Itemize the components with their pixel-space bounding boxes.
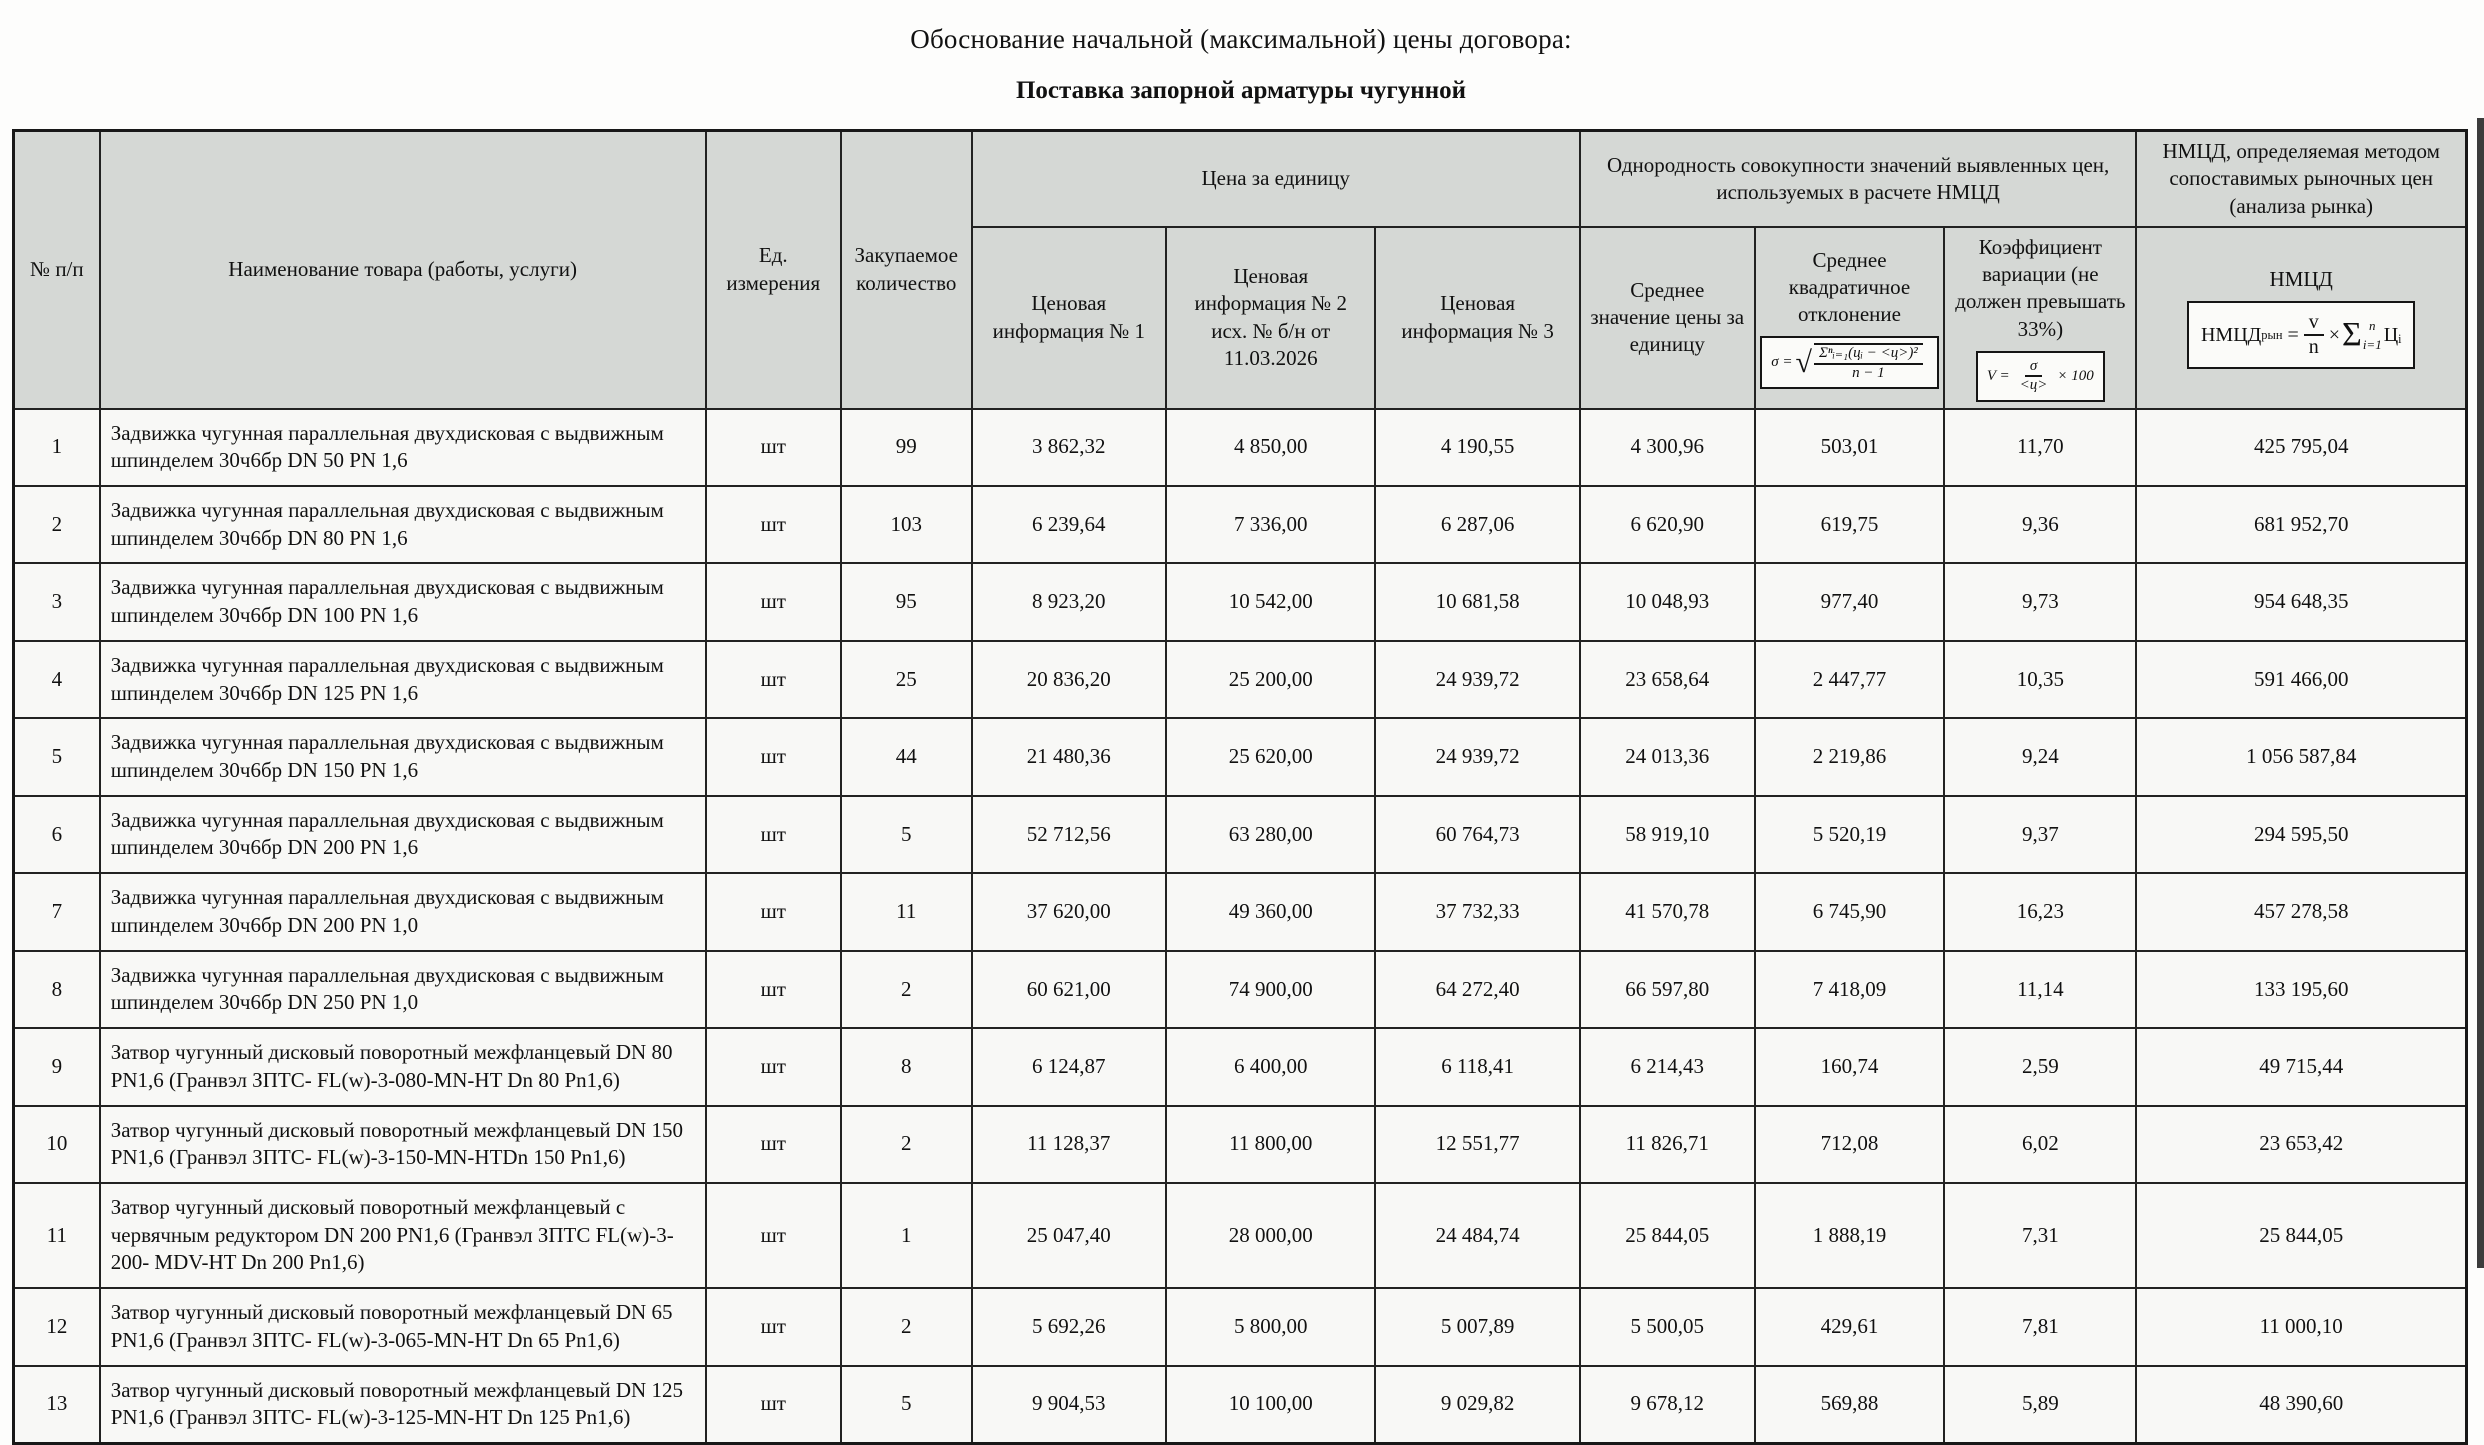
table-row (14, 1183, 2467, 1288)
cell-nmcd: 1 056 587,84 (2136, 718, 2466, 795)
cell-unit: шт (706, 1366, 841, 1444)
header-group-homogeneity: Однородность совокупности значений выявленных цен, используемых в расчете НМЦД (1580, 131, 2137, 227)
cell-stdev: 503,01 (1755, 409, 1945, 486)
cell-unit: шт (706, 873, 841, 950)
header-avg: Среднее значение цены за единицу (1580, 227, 1755, 409)
cell-stdev: 6 745,90 (1755, 873, 1945, 950)
header-price1: Ценовая информация № 1 (972, 227, 1167, 409)
cell-name: Затвор чугунный дисковый поворотный межфланцевый DN 80 PN1,6 (Гранвэл ЗПТС- FL(w)-3-080-MN-HT Dn 80 Pn1,6) (100, 1028, 706, 1105)
cell-price1: 6 124,87 (972, 1028, 1167, 1105)
cell-unit: шт (706, 1028, 841, 1105)
cell-price3: 10 681,58 (1375, 563, 1579, 640)
stdev-label: Среднее квадратичное отклонение (1788, 247, 1911, 327)
sum-lower-limit: i=1 (2362, 337, 2382, 353)
cell-num: 4 (14, 641, 100, 718)
header-group-price: Цена за единицу (972, 131, 1580, 227)
table-row (14, 563, 2467, 640)
cell-avg: 58 919,10 (1580, 796, 1755, 873)
header-unit: Ед. измерения (706, 131, 841, 409)
cell-price1: 6 239,64 (972, 486, 1167, 563)
cell-qty: 44 (841, 718, 972, 795)
cell-num: 1 (14, 409, 100, 486)
cell-qty: 2 (841, 1106, 972, 1183)
cell-unit: шт (706, 1183, 841, 1288)
cell-name: Затвор чугунный дисковый поворотный межфланцевый DN 65 PN1,6 (Гранвэл ЗПТС- FL(w)-3-065-MN-HT Dn 65 Pn1,6) (100, 1288, 706, 1365)
cell-price2: 6 400,00 (1166, 1028, 1375, 1105)
cell-nmcd: 591 466,00 (2136, 641, 2466, 718)
cell-unit: шт (706, 951, 841, 1028)
cell-nmcd: 425 795,04 (2136, 409, 2466, 486)
cell-avg: 6 620,90 (1580, 486, 1755, 563)
cell-unit: шт (706, 1288, 841, 1365)
table-row (14, 1366, 2467, 1444)
variation-numerator: σ (2025, 358, 2042, 377)
cell-price1: 11 128,37 (972, 1106, 1167, 1183)
cell-num: 10 (14, 1106, 100, 1183)
price-justification-table (12, 129, 2468, 1445)
cell-price2: 28 000,00 (1166, 1183, 1375, 1288)
header-price2: Ценовая информация № 2 исх. № б/н от 11.03.2026 (1166, 227, 1375, 409)
table-row (14, 873, 2467, 950)
cell-nmcd: 11 000,10 (2136, 1288, 2466, 1365)
cell-avg: 24 013,36 (1580, 718, 1755, 795)
cell-variation: 9,37 (1944, 796, 2136, 873)
cell-stdev: 5 520,19 (1755, 796, 1945, 873)
header-nmcd (2136, 227, 2466, 409)
cell-variation: 9,73 (1944, 563, 2136, 640)
cell-name: Задвижка чугунная параллельная двухдисковая с выдвижным шпинделем 30ч6бр DN 100 PN 1,6 (100, 563, 706, 640)
cell-num: 8 (14, 951, 100, 1028)
cell-variation: 11,14 (1944, 951, 2136, 1028)
cell-price2: 4 850,00 (1166, 409, 1375, 486)
cell-unit: шт (706, 486, 841, 563)
cell-price1: 5 692,26 (972, 1288, 1167, 1365)
cell-price1: 3 862,32 (972, 409, 1167, 486)
cell-avg: 23 658,64 (1580, 641, 1755, 718)
cell-variation: 16,23 (1944, 873, 2136, 950)
cell-avg: 6 214,43 (1580, 1028, 1755, 1105)
cell-price1: 8 923,20 (972, 563, 1167, 640)
cell-nmcd: 25 844,05 (2136, 1183, 2466, 1288)
cell-stdev: 712,08 (1755, 1106, 1945, 1183)
nmcd-label: НМЦД (2269, 267, 2333, 292)
cell-name: Затвор чугунный дисковый поворотный межфланцевый с червячным редуктором DN 200 PN1,6 (Гранвэл ЗПТС FL(w)-3-200- MDV-HT Dn 200 Pn1,6) (100, 1183, 706, 1288)
table-row (14, 1288, 2467, 1365)
table-row (14, 409, 2467, 486)
cell-stdev: 2 219,86 (1755, 718, 1945, 795)
table-header (14, 131, 2467, 409)
cell-price1: 37 620,00 (972, 873, 1167, 950)
variation-lhs: V = (1986, 367, 2010, 384)
cell-avg: 41 570,78 (1580, 873, 1755, 950)
table-body (14, 409, 2467, 1444)
nmcd-superscript: рын (2261, 328, 2283, 343)
cell-unit: шт (706, 718, 841, 795)
cell-variation: 7,81 (1944, 1288, 2136, 1365)
nmcd-denominator: n (2308, 336, 2319, 359)
cell-qty: 5 (841, 1366, 972, 1444)
cell-stdev: 977,40 (1755, 563, 1945, 640)
cell-avg: 9 678,12 (1580, 1366, 1755, 1444)
cell-qty: 8 (841, 1028, 972, 1105)
cell-num: 6 (14, 796, 100, 873)
cell-price3: 24 939,72 (1375, 641, 1579, 718)
header-qty: Закупаемое количество (841, 131, 972, 409)
table-row (14, 641, 2467, 718)
cell-stdev: 2 447,77 (1755, 641, 1945, 718)
cell-price1: 21 480,36 (972, 718, 1167, 795)
cell-unit: шт (706, 563, 841, 640)
scan-edge-artifact (2477, 118, 2484, 1268)
cell-price3: 64 272,40 (1375, 951, 1579, 1028)
cell-qty: 5 (841, 796, 972, 873)
sigma-lhs: σ = (1771, 353, 1793, 370)
cell-variation: 6,02 (1944, 1106, 2136, 1183)
header-stdev (1755, 227, 1945, 409)
cell-price1: 60 621,00 (972, 951, 1167, 1028)
table-row (14, 1028, 2467, 1105)
cell-price2: 10 100,00 (1166, 1366, 1375, 1444)
cell-price2: 10 542,00 (1166, 563, 1375, 640)
cell-variation: 9,36 (1944, 486, 2136, 563)
cell-avg: 25 844,05 (1580, 1183, 1755, 1288)
cell-name: Задвижка чугунная параллельная двухдисковая с выдвижным шпинделем 30ч6бр DN 125 PN 1,6 (100, 641, 706, 718)
cell-variation: 7,31 (1944, 1183, 2136, 1288)
cell-variation: 5,89 (1944, 1366, 2136, 1444)
cell-stdev: 429,61 (1755, 1288, 1945, 1365)
cell-qty: 103 (841, 486, 972, 563)
cell-stdev: 7 418,09 (1755, 951, 1945, 1028)
nmcd-argument: Цᵢ (2383, 324, 2402, 347)
variation-label: Коэффициент вариации (не должен превышать 33%) (1955, 234, 2126, 341)
cell-price1: 9 904,53 (972, 1366, 1167, 1444)
cell-stdev: 619,75 (1755, 486, 1945, 563)
cell-nmcd: 49 715,44 (2136, 1028, 2466, 1105)
cell-variation: 10,35 (1944, 641, 2136, 718)
cell-qty: 11 (841, 873, 972, 950)
cell-variation: 2,59 (1944, 1028, 2136, 1105)
cell-nmcd: 457 278,58 (2136, 873, 2466, 950)
page-title: Обоснование начальной (максимальной) цены договора: (910, 24, 1572, 54)
sqrt-icon: √ (1795, 346, 1812, 380)
sum-icon: Σ n i=1 (2342, 316, 2382, 354)
cell-num: 13 (14, 1366, 100, 1444)
cell-price3: 6 287,06 (1375, 486, 1579, 563)
cell-stdev: 160,74 (1755, 1028, 1945, 1105)
header-price3: Ценовая информация № 3 (1375, 227, 1579, 409)
cell-nmcd: 294 595,50 (2136, 796, 2466, 873)
cell-price3: 6 118,41 (1375, 1028, 1579, 1105)
cell-price1: 25 047,40 (972, 1183, 1167, 1288)
cell-price3: 60 764,73 (1375, 796, 1579, 873)
cell-avg: 66 597,80 (1580, 951, 1755, 1028)
cell-price2: 11 800,00 (1166, 1106, 1375, 1183)
cell-num: 5 (14, 718, 100, 795)
cell-price3: 12 551,77 (1375, 1106, 1579, 1183)
cell-qty: 95 (841, 563, 972, 640)
cell-price2: 49 360,00 (1166, 873, 1375, 950)
stdev-formula (1760, 336, 1939, 389)
cell-name: Задвижка чугунная параллельная двухдисковая с выдвижным шпинделем 30ч6бр DN 250 PN 1,0 (100, 951, 706, 1028)
cell-name: Задвижка чугунная параллельная двухдисковая с выдвижным шпинделем 30ч6бр DN 50 PN 1,6 (100, 409, 706, 486)
cell-name: Затвор чугунный дисковый поворотный межфланцевый DN 125 PN1,6 (Гранвэл ЗПТС- FL(w)-3-125-MN-HT Dn 125 Pn1,6) (100, 1366, 706, 1444)
page-subtitle: Поставка запорной арматуры чугунной (1015, 77, 1466, 104)
header-group-nmcd: НМЦД, определяемая методом сопоставимых рыночных цен (анализа рынка) (2136, 131, 2466, 227)
cell-price2: 25 200,00 (1166, 641, 1375, 718)
cell-num: 7 (14, 873, 100, 950)
cell-unit: шт (706, 1106, 841, 1183)
cell-variation: 11,70 (1944, 409, 2136, 486)
cell-nmcd: 23 653,42 (2136, 1106, 2466, 1183)
cell-qty: 1 (841, 1183, 972, 1288)
cell-price2: 7 336,00 (1166, 486, 1375, 563)
sigma-denominator: n − 1 (1852, 364, 1885, 381)
cell-price3: 9 029,82 (1375, 1366, 1579, 1444)
variation-formula (1976, 351, 2105, 402)
header-name: Наименование товара (работы, услуги) (100, 131, 706, 409)
header-num: № п/п (14, 131, 100, 409)
cell-unit: шт (706, 796, 841, 873)
table-row (14, 951, 2467, 1028)
cell-price3: 5 007,89 (1375, 1288, 1579, 1365)
cell-qty: 99 (841, 409, 972, 486)
variation-suffix: × 100 (2057, 367, 2094, 384)
nmcd-equals: = (2287, 324, 2299, 347)
cell-variation: 9,24 (1944, 718, 2136, 795)
cell-avg: 4 300,96 (1580, 409, 1755, 486)
cell-price3: 37 732,33 (1375, 873, 1579, 950)
cell-price1: 20 836,20 (972, 641, 1167, 718)
nmcd-base: НМЦД (2200, 324, 2262, 347)
cell-price2: 63 280,00 (1166, 796, 1375, 873)
cell-unit: шт (706, 409, 841, 486)
cell-price2: 5 800,00 (1166, 1288, 1375, 1365)
cell-name: Затвор чугунный дисковый поворотный межфланцевый DN 150 PN1,6 (Гранвэл ЗПТС- FL(w)-3-150-MN-HTDn 150 Pn1,6) (100, 1106, 706, 1183)
cell-avg: 10 048,93 (1580, 563, 1755, 640)
cell-price3: 24 939,72 (1375, 718, 1579, 795)
cell-unit: шт (706, 641, 841, 718)
sum-upper-limit: n (2369, 318, 2376, 334)
cell-name: Задвижка чугунная параллельная двухдисковая с выдвижным шпинделем 30ч6бр DN 80 PN 1,6 (100, 486, 706, 563)
table-row (14, 796, 2467, 873)
cell-avg: 11 826,71 (1580, 1106, 1755, 1183)
sigma-numerator: Σⁿᵢ₌₁(цᵢ − <ц>)² (1814, 343, 1923, 364)
cell-price1: 52 712,56 (972, 796, 1167, 873)
cell-num: 12 (14, 1288, 100, 1365)
cell-nmcd: 133 195,60 (2136, 951, 2466, 1028)
cell-qty: 25 (841, 641, 972, 718)
nmcd-formula (2187, 301, 2415, 369)
cell-num: 9 (14, 1028, 100, 1105)
variation-denominator: <ц> (2019, 377, 2048, 394)
cell-nmcd: 48 390,60 (2136, 1366, 2466, 1444)
cell-qty: 2 (841, 951, 972, 1028)
cell-name: Задвижка чугунная параллельная двухдисковая с выдвижным шпинделем 30ч6бр DN 200 PN 1,0 (100, 873, 706, 950)
cell-nmcd: 954 648,35 (2136, 563, 2466, 640)
header-variation (1944, 227, 2136, 409)
nmcd-numerator: v (2304, 311, 2324, 336)
nmcd-times: × (2328, 324, 2341, 347)
table-row (14, 1106, 2467, 1183)
cell-avg: 5 500,05 (1580, 1288, 1755, 1365)
cell-price2: 25 620,00 (1166, 718, 1375, 795)
cell-name: Задвижка чугунная параллельная двухдисковая с выдвижным шпинделем 30ч6бр DN 150 PN 1,6 (100, 718, 706, 795)
cell-price2: 74 900,00 (1166, 951, 1375, 1028)
cell-price3: 24 484,74 (1375, 1183, 1579, 1288)
cell-name: Задвижка чугунная параллельная двухдисковая с выдвижным шпинделем 30ч6бр DN 200 PN 1,6 (100, 796, 706, 873)
table-row (14, 718, 2467, 795)
cell-stdev: 1 888,19 (1755, 1183, 1945, 1288)
cell-qty: 2 (841, 1288, 972, 1365)
cell-stdev: 569,88 (1755, 1366, 1945, 1444)
cell-num: 11 (14, 1183, 100, 1288)
cell-nmcd: 681 952,70 (2136, 486, 2466, 563)
cell-num: 3 (14, 563, 100, 640)
cell-price3: 4 190,55 (1375, 409, 1579, 486)
table-row (14, 486, 2467, 563)
cell-num: 2 (14, 486, 100, 563)
